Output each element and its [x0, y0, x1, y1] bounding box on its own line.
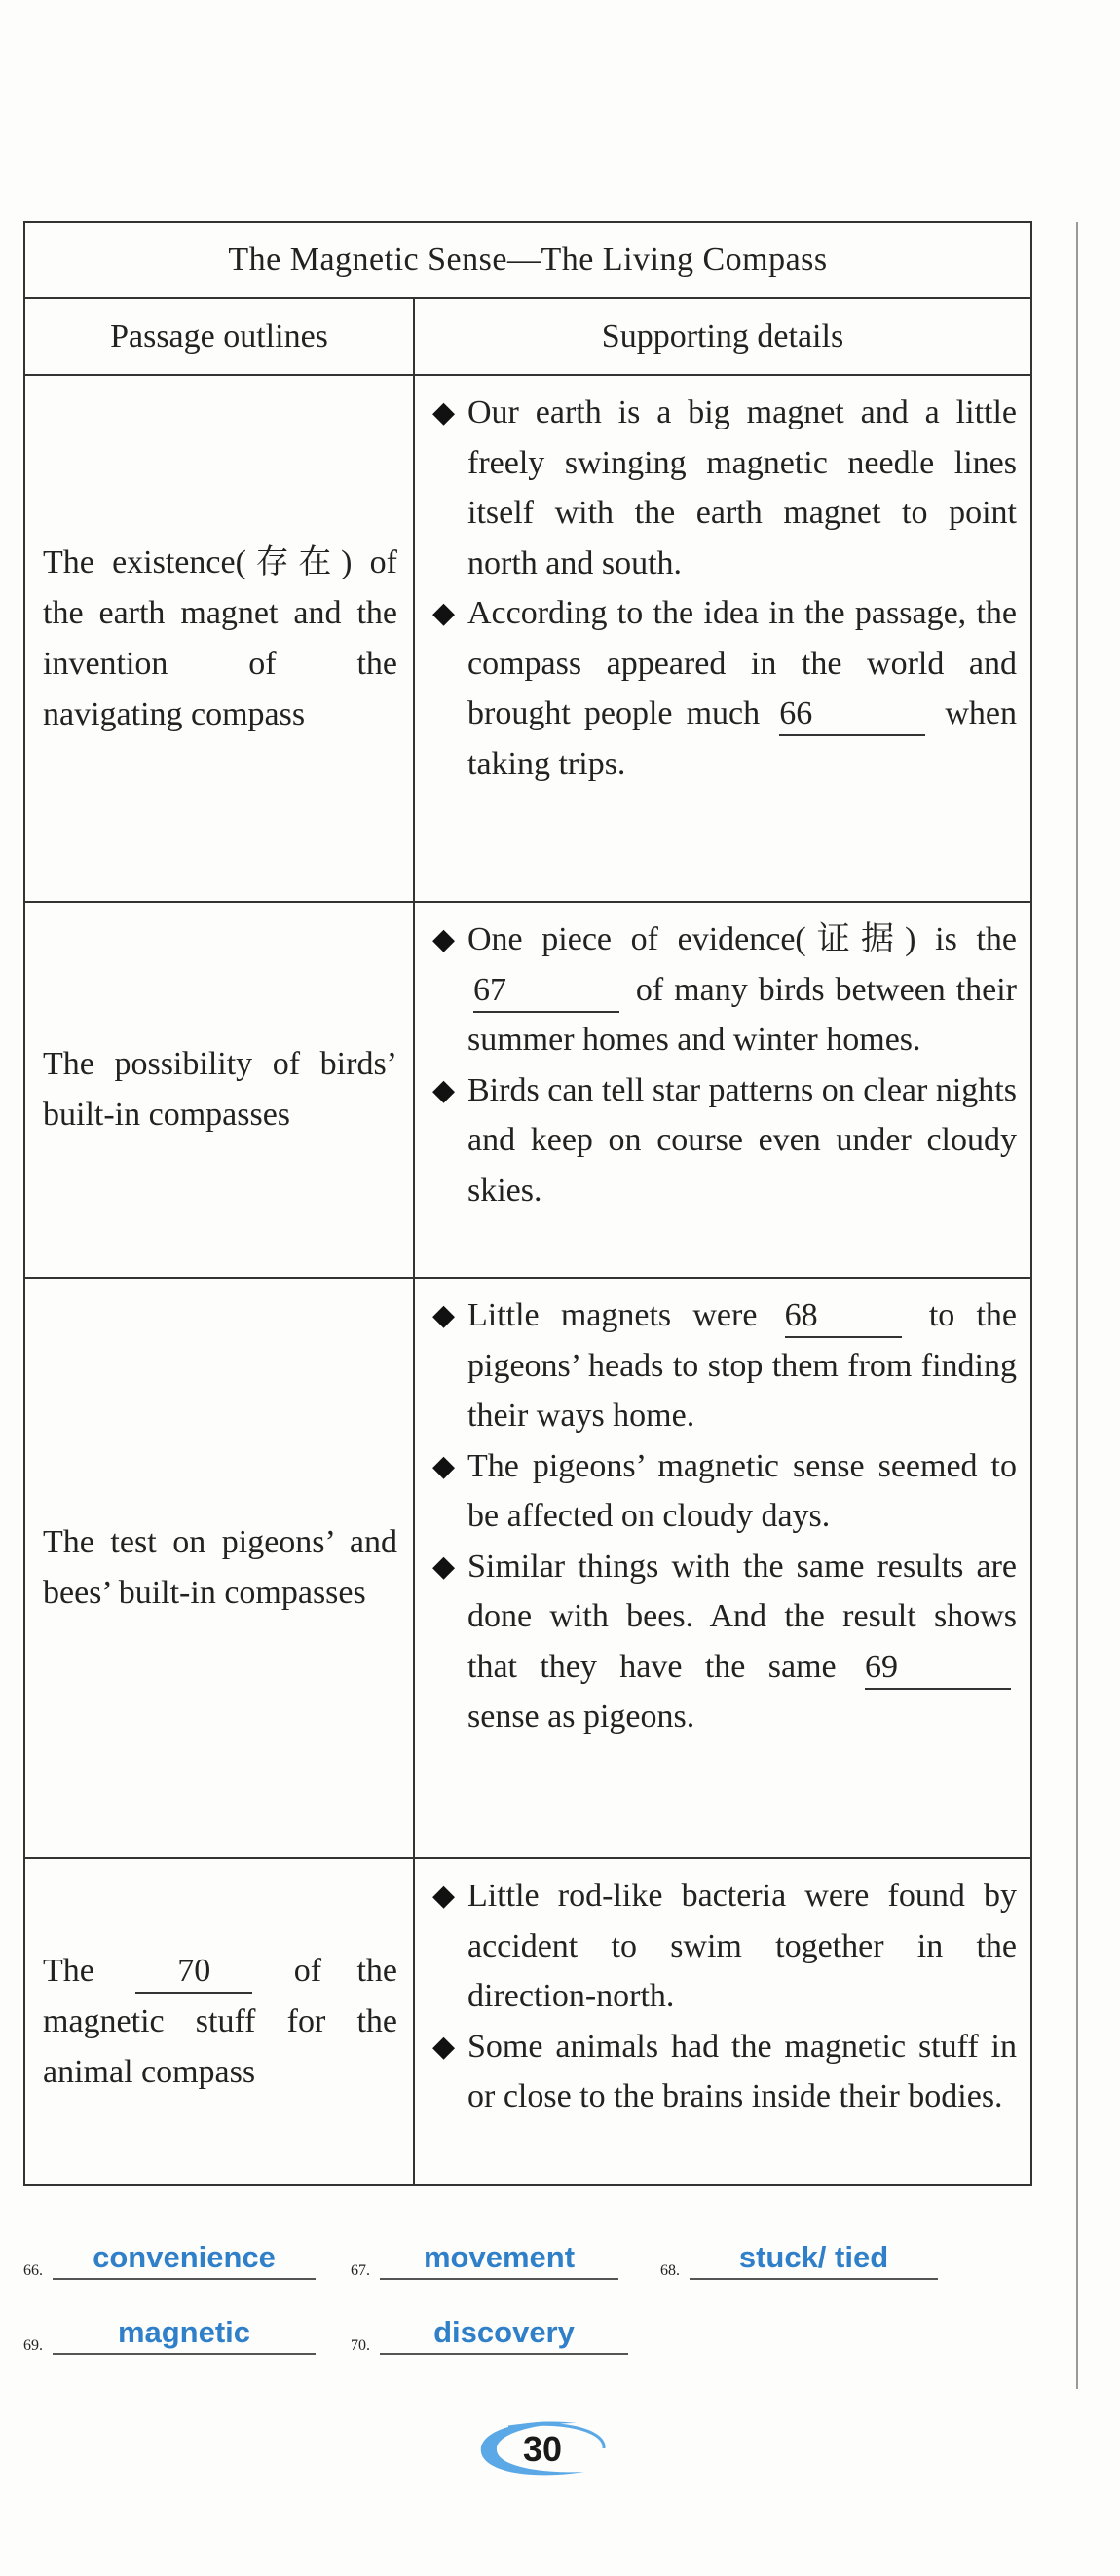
- table-title: The Magnetic Sense—The Living Compass: [24, 222, 1031, 298]
- answer-value[interactable]: convenience: [53, 2237, 316, 2280]
- detail-bullet: [432, 2022, 1017, 2122]
- answer-blank-68[interactable]: 68: [785, 1295, 902, 1338]
- answer-value[interactable]: movement: [380, 2237, 618, 2280]
- detail-bullet: [432, 1441, 1017, 1542]
- detail-bullet: [432, 1542, 1017, 1742]
- margin-rule: [1076, 222, 1078, 2389]
- detail-bullet: [432, 915, 1017, 1065]
- diamond-bullet-icon: ◆: [432, 1299, 456, 1331]
- diamond-bullet-icon: ◆: [432, 2030, 456, 2063]
- detail-text: Our earth is a big magnet and a little freely swinging magnetic needle lines itself with the earth magnet to point north and south.: [467, 394, 1017, 581]
- detail-text-after: to the pigeons’ heads to stop them from finding their ways home.: [467, 1297, 1018, 1434]
- detail-text: Birds can tell star patterns on clear nights and keep on course even under cloudy skies.: [467, 1071, 1017, 1209]
- outline-table: [23, 221, 1032, 2186]
- detail-text: Little rod-like bacteria were found by accident to swim together in the direction-north.: [467, 1878, 1017, 2014]
- details-cell: [414, 1858, 1031, 2185]
- detail-text-before: Similar things with the same results are done with bees. And the result shows that they have the same: [467, 1548, 1017, 1685]
- diamond-bullet-icon: ◆: [432, 923, 456, 955]
- answer-66: [23, 2237, 316, 2280]
- detail-text-after: when taking trips.: [467, 695, 1018, 782]
- header-passage-outlines: Passage outlines: [24, 298, 414, 375]
- detail-text: [467, 915, 1017, 1065]
- answer-blank-66[interactable]: 66: [779, 693, 925, 736]
- page-number-badge: [469, 2415, 616, 2483]
- outline-cell: The possibility of birds’ built-in compasses: [24, 902, 414, 1278]
- detail-text: The pigeons’ magnetic sense seemed to be affected on cloudy days.: [467, 1447, 1017, 1534]
- detail-bullet: [432, 588, 1017, 789]
- answer-value[interactable]: discovery: [380, 2312, 628, 2355]
- detail-text-after: sense as pigeons.: [467, 1699, 695, 1735]
- diamond-bullet-icon: ◆: [432, 396, 456, 429]
- page-number: 30: [522, 2429, 563, 2469]
- details-cell: [414, 902, 1031, 1278]
- answer-68: [660, 2237, 938, 2280]
- answer-number: 69.: [23, 2337, 43, 2354]
- answer-blank-69[interactable]: 69: [865, 1647, 1011, 1690]
- detail-bullet: [432, 1065, 1017, 1216]
- table-row: [24, 902, 1031, 1278]
- answer-value[interactable]: magnetic: [53, 2312, 316, 2355]
- diamond-bullet-icon: ◆: [432, 1449, 456, 1482]
- details-cell: [414, 1278, 1031, 1858]
- answer-70: [351, 2312, 628, 2355]
- header-supporting-details: Supporting details: [414, 298, 1031, 375]
- answer-67: [351, 2237, 618, 2280]
- table-row: [24, 375, 1031, 902]
- detail-bullet: [432, 1290, 1017, 1441]
- outline-cell: The test on pigeons’ and bees’ built-in compasses: [24, 1278, 414, 1858]
- detail-text-before: One piece of evidence(证据) is the: [467, 921, 1017, 957]
- diamond-bullet-icon: ◆: [432, 597, 456, 629]
- detail-text-before: According to the idea in the passage, the compass appeared in the world and brought people much: [467, 595, 1017, 731]
- detail-text: Some animals had the magnetic stuff in or close to the brains inside their bodies.: [467, 2028, 1017, 2114]
- diamond-bullet-icon: ◆: [432, 1549, 456, 1583]
- detail-text-before: Little magnets were: [467, 1297, 758, 1333]
- table-row: [24, 1278, 1031, 1858]
- outline-text-after: of the magnetic stuff for the animal compass: [43, 1953, 398, 2090]
- table-row: [24, 1858, 1031, 2185]
- answer-number: 70.: [351, 2337, 370, 2354]
- answer-number: 68.: [660, 2262, 680, 2279]
- outline-text-before: The: [43, 1953, 94, 1989]
- outline-cell: [24, 1858, 414, 2185]
- detail-text: [467, 588, 1017, 789]
- outline-cell: The existence(存在) of the earth magnet and the invention of the navigating compass: [24, 375, 414, 902]
- detail-text: [467, 1542, 1017, 1742]
- detail-text-after: of many birds between their summer homes and winter homes.: [467, 971, 1018, 1058]
- diamond-bullet-icon: ◆: [432, 1073, 456, 1106]
- detail-text: [467, 1290, 1017, 1441]
- answer-blank-67[interactable]: 67: [473, 970, 619, 1013]
- detail-bullet: [432, 1871, 1017, 2022]
- answer-number: 67.: [351, 2262, 370, 2279]
- answer-69: [23, 2312, 316, 2355]
- diamond-bullet-icon: ◆: [432, 1880, 456, 1912]
- answer-value[interactable]: stuck/ tied: [690, 2237, 938, 2280]
- answer-blank-70[interactable]: 70: [135, 1951, 252, 1994]
- detail-bullet: [432, 388, 1017, 588]
- details-cell: [414, 375, 1031, 902]
- answer-number: 66.: [23, 2262, 43, 2279]
